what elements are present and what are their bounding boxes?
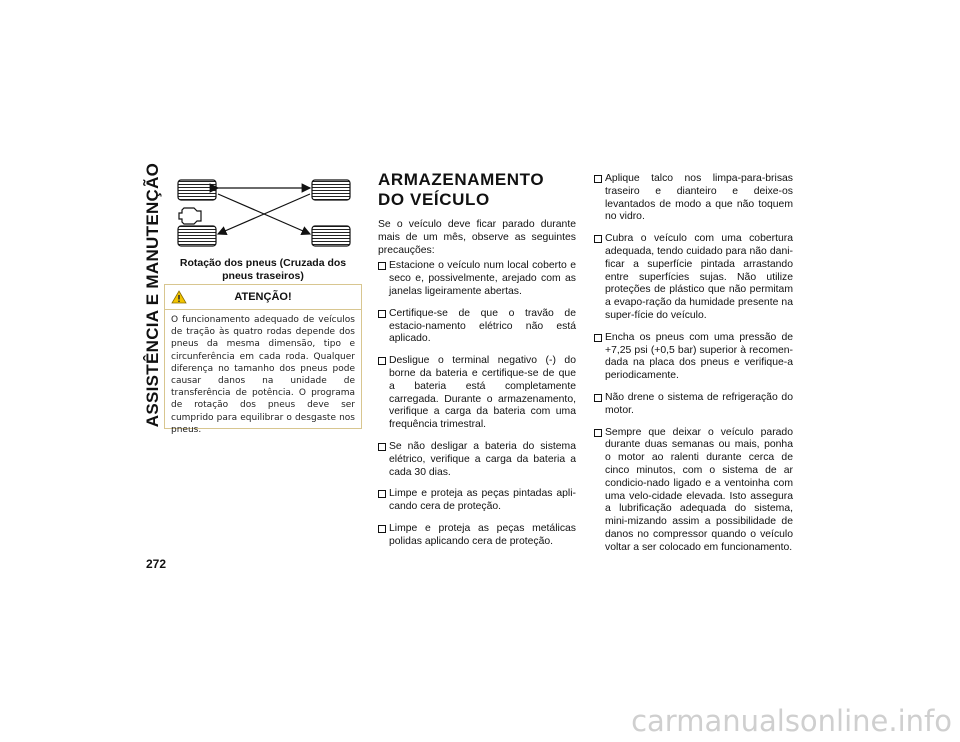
figure-caption: Rotação dos pneus (Cruzada dos pneus traseiros) <box>179 257 347 282</box>
side-section-title: ASSISTÊNCIA E MANUTENÇÃO <box>143 162 162 428</box>
intro-paragraph: Se o veículo deve ficar parado durante mais de um mês, observe as seguintes precauções: <box>378 219 576 256</box>
checkbox-bullet-icon <box>378 525 386 533</box>
storage-instructions-column-1 <box>378 219 576 558</box>
list-item: Limpe e proteja as peças pintadas apli-cando cera de proteção. <box>378 488 576 514</box>
checkbox-bullet-icon <box>594 394 602 402</box>
list-item: Certifique-se de que o travão de estacio-namento elétrico não está aplicado. <box>378 308 576 346</box>
checkbox-bullet-icon <box>378 357 386 365</box>
checkbox-bullet-icon <box>378 490 386 498</box>
checkbox-bullet-icon <box>378 443 386 451</box>
engine-icon <box>179 208 201 224</box>
list-item: Se não desligar a bateria do sistema elétrico, verifique a carga da bateria a cada 30 dias. <box>378 441 576 479</box>
section-title: ARMAZENAMENTO DO VEÍCULO <box>378 170 545 209</box>
checkbox-bullet-icon <box>594 235 602 243</box>
checkbox-bullet-icon <box>594 175 602 183</box>
checkbox-bullet-icon <box>378 310 386 318</box>
checkbox-bullet-icon <box>594 334 602 342</box>
list-item: Não drene o sistema de refrigeração do motor. <box>594 392 793 418</box>
storage-instructions-column-2 <box>594 173 793 564</box>
list-item: Encha os pneus com uma pressão de +7,25 psi (+0,5 bar) superior à recomen-dada na placa dos pneus e verifique-a periodicamente. <box>594 332 793 383</box>
tire-rotation-cross-diagram <box>164 174 362 256</box>
tire-rotation-diagram <box>164 174 362 256</box>
bullet-list <box>378 260 576 548</box>
tire-front-left <box>178 180 216 200</box>
bullet-list <box>594 173 793 555</box>
page-number: 272 <box>146 557 167 571</box>
warning-header <box>165 285 361 310</box>
list-item: Aplique talco nos limpa-para-brisas traseiro e dianteiro e deixe-os levantados de modo a que não toquem no vidro. <box>594 173 793 224</box>
warning-title: ATENÇÃO! <box>234 291 292 303</box>
tire-rear-left <box>178 226 216 246</box>
tire-front-right <box>312 180 350 200</box>
list-item: Desligue o terminal negativo (-) do borne da bateria e certifique-se de que a bateria está completamente carregada. Durante o armazenamento, verifique a carga da bateria com uma frequência trimestral. <box>378 355 576 432</box>
warning-text: O funcionamento adequado de veículos de tração às quatro rodas depende dos pneus da mesma dimensão, tipo e circunferência em cada roda. Qualquer diferença no tamanho dos pneus pode causar danos na unidade de transferência de potência. O programa de rotação dos pneus deve ser cumprido para equilibrar o desgaste nos pneus. <box>171 315 355 435</box>
list-item: Cubra o veículo com uma cobertura adequada, tendo cuidado para não dani-ficar a superfície pintada arrastando entre superfícies sujas. Não utilize proteções de plástico que não permitam a evapo-ração da humidade presente na super-fície do veículo. <box>594 233 793 323</box>
warning-box <box>164 284 362 435</box>
checkbox-bullet-icon <box>594 429 602 437</box>
tire-rear-right <box>312 226 350 246</box>
list-item: Limpe e proteja as peças metálicas polidas aplicando cera de proteção. <box>378 523 576 549</box>
list-item: Sempre que deixar o veículo parado durante duas semanas ou mais, ponha o motor ao ralenti durante cerca de cinco minutos, com o sistema de ar condicio-nado ligado e a ventoinha com uma velo-cidade elevada. Isto assegura a lubrificação adequada do sistema, mini-mizando assim a possibilidade de danos no compressor quando o veículo voltar a ser colocado em funcionamento. <box>594 427 793 555</box>
checkbox-bullet-icon <box>378 262 386 270</box>
list-item: Estacione o veículo num local coberto e seco e, possivelmente, arejado com as janelas ligeiramente abertas. <box>378 260 576 298</box>
watermark: carmanualsonline.info <box>631 704 952 738</box>
